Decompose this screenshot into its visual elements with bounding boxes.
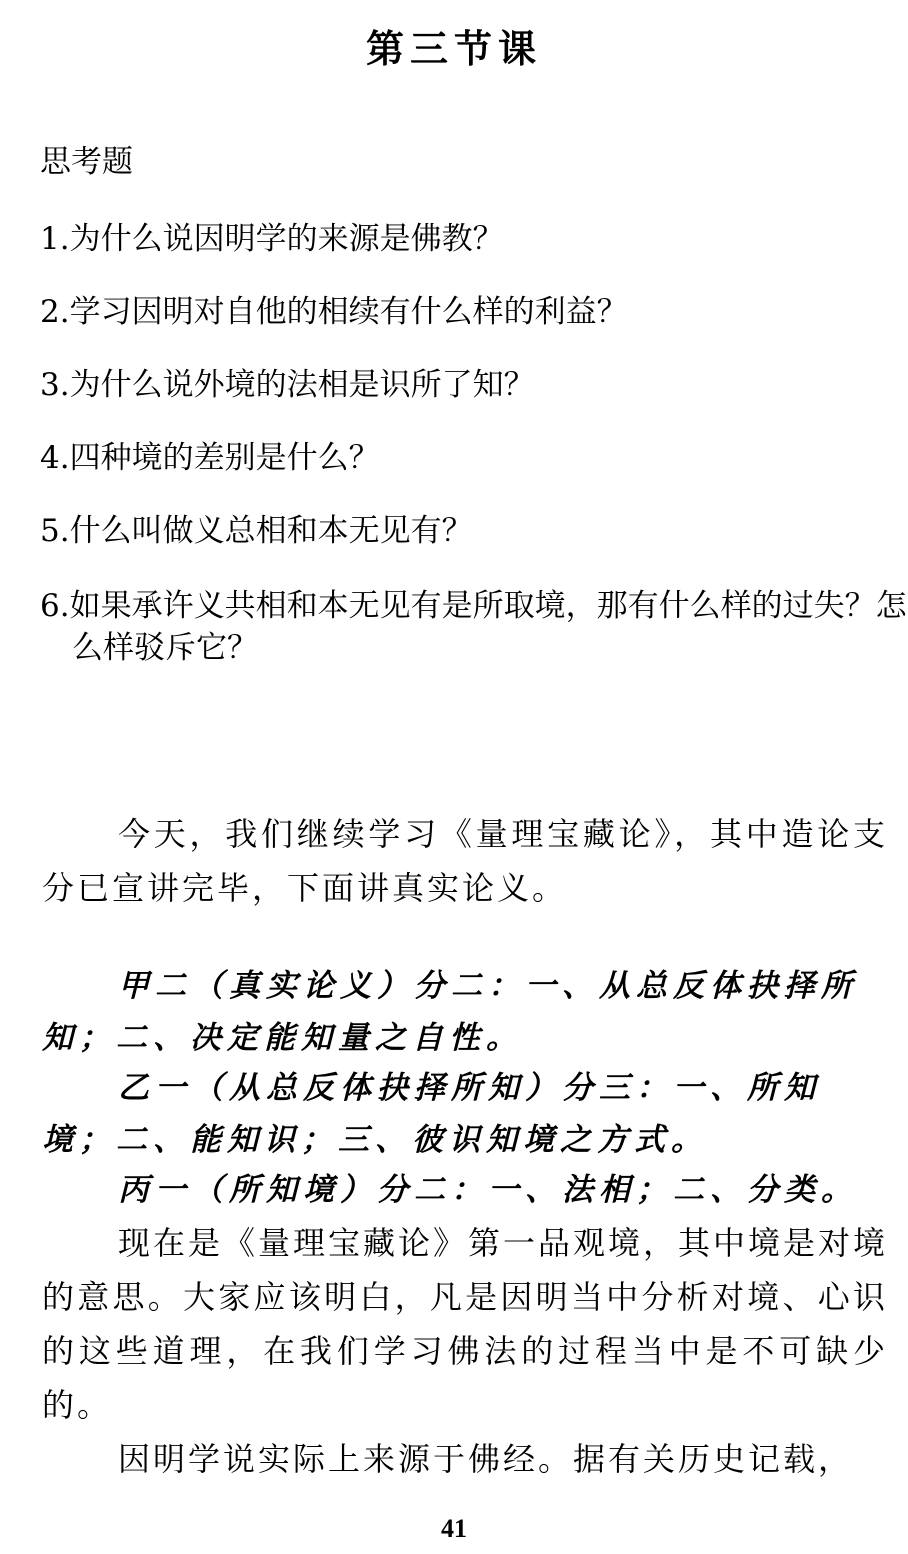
lesson-title: 第三节课	[365, 27, 542, 71]
question-item-3: 3.为什么说外境的法相是识所了知？	[40, 367, 535, 403]
question-item-4: 4.四种境的差别是什么？	[40, 440, 380, 476]
questions-heading: 思考题	[40, 144, 133, 180]
body-paragraph-1: 现在是《量理宝藏论》第一品观境，其中境是对境的意思。大家应该明白，凡是因明当中分析对境、心识的这些道理，在我们学习佛法的过程当中是不可缺少的。	[42, 1224, 889, 1424]
question-item-6: 6.如果承许义共相和本无见有是所取境，那有什么样的过失？怎么样驳斥它？	[40, 588, 907, 666]
outline-heading-jia2: 甲二（真实论义）分二：一、从总反体抉择所知；二、决定能知量之自性。	[42, 968, 858, 1056]
outline-heading-bing1: 丙一（所知境）分二：一、法相；二、分类。	[118, 1172, 858, 1208]
body-paragraph-2: 因明学说实际上来源于佛经。据有关历史记载，	[118, 1440, 854, 1478]
outline-heading-yi1: 乙一（从总反体抉择所知）分三：一、所知境；二、能知识；三、彼识知境之方式。	[42, 1070, 821, 1158]
question-item-1: 1.为什么说因明学的来源是佛教？	[40, 221, 504, 257]
question-item-2: 2.学习因明对自他的相续有什么样的利益？	[40, 294, 628, 330]
page-number: 41	[441, 1514, 467, 1543]
question-item-5: 5.什么叫做义总相和本无见有？	[40, 513, 473, 549]
intro-paragraph: 今天，我们继续学习《量理宝藏论》，其中造论支分已宣讲完毕，下面讲真实论义。	[42, 815, 888, 907]
